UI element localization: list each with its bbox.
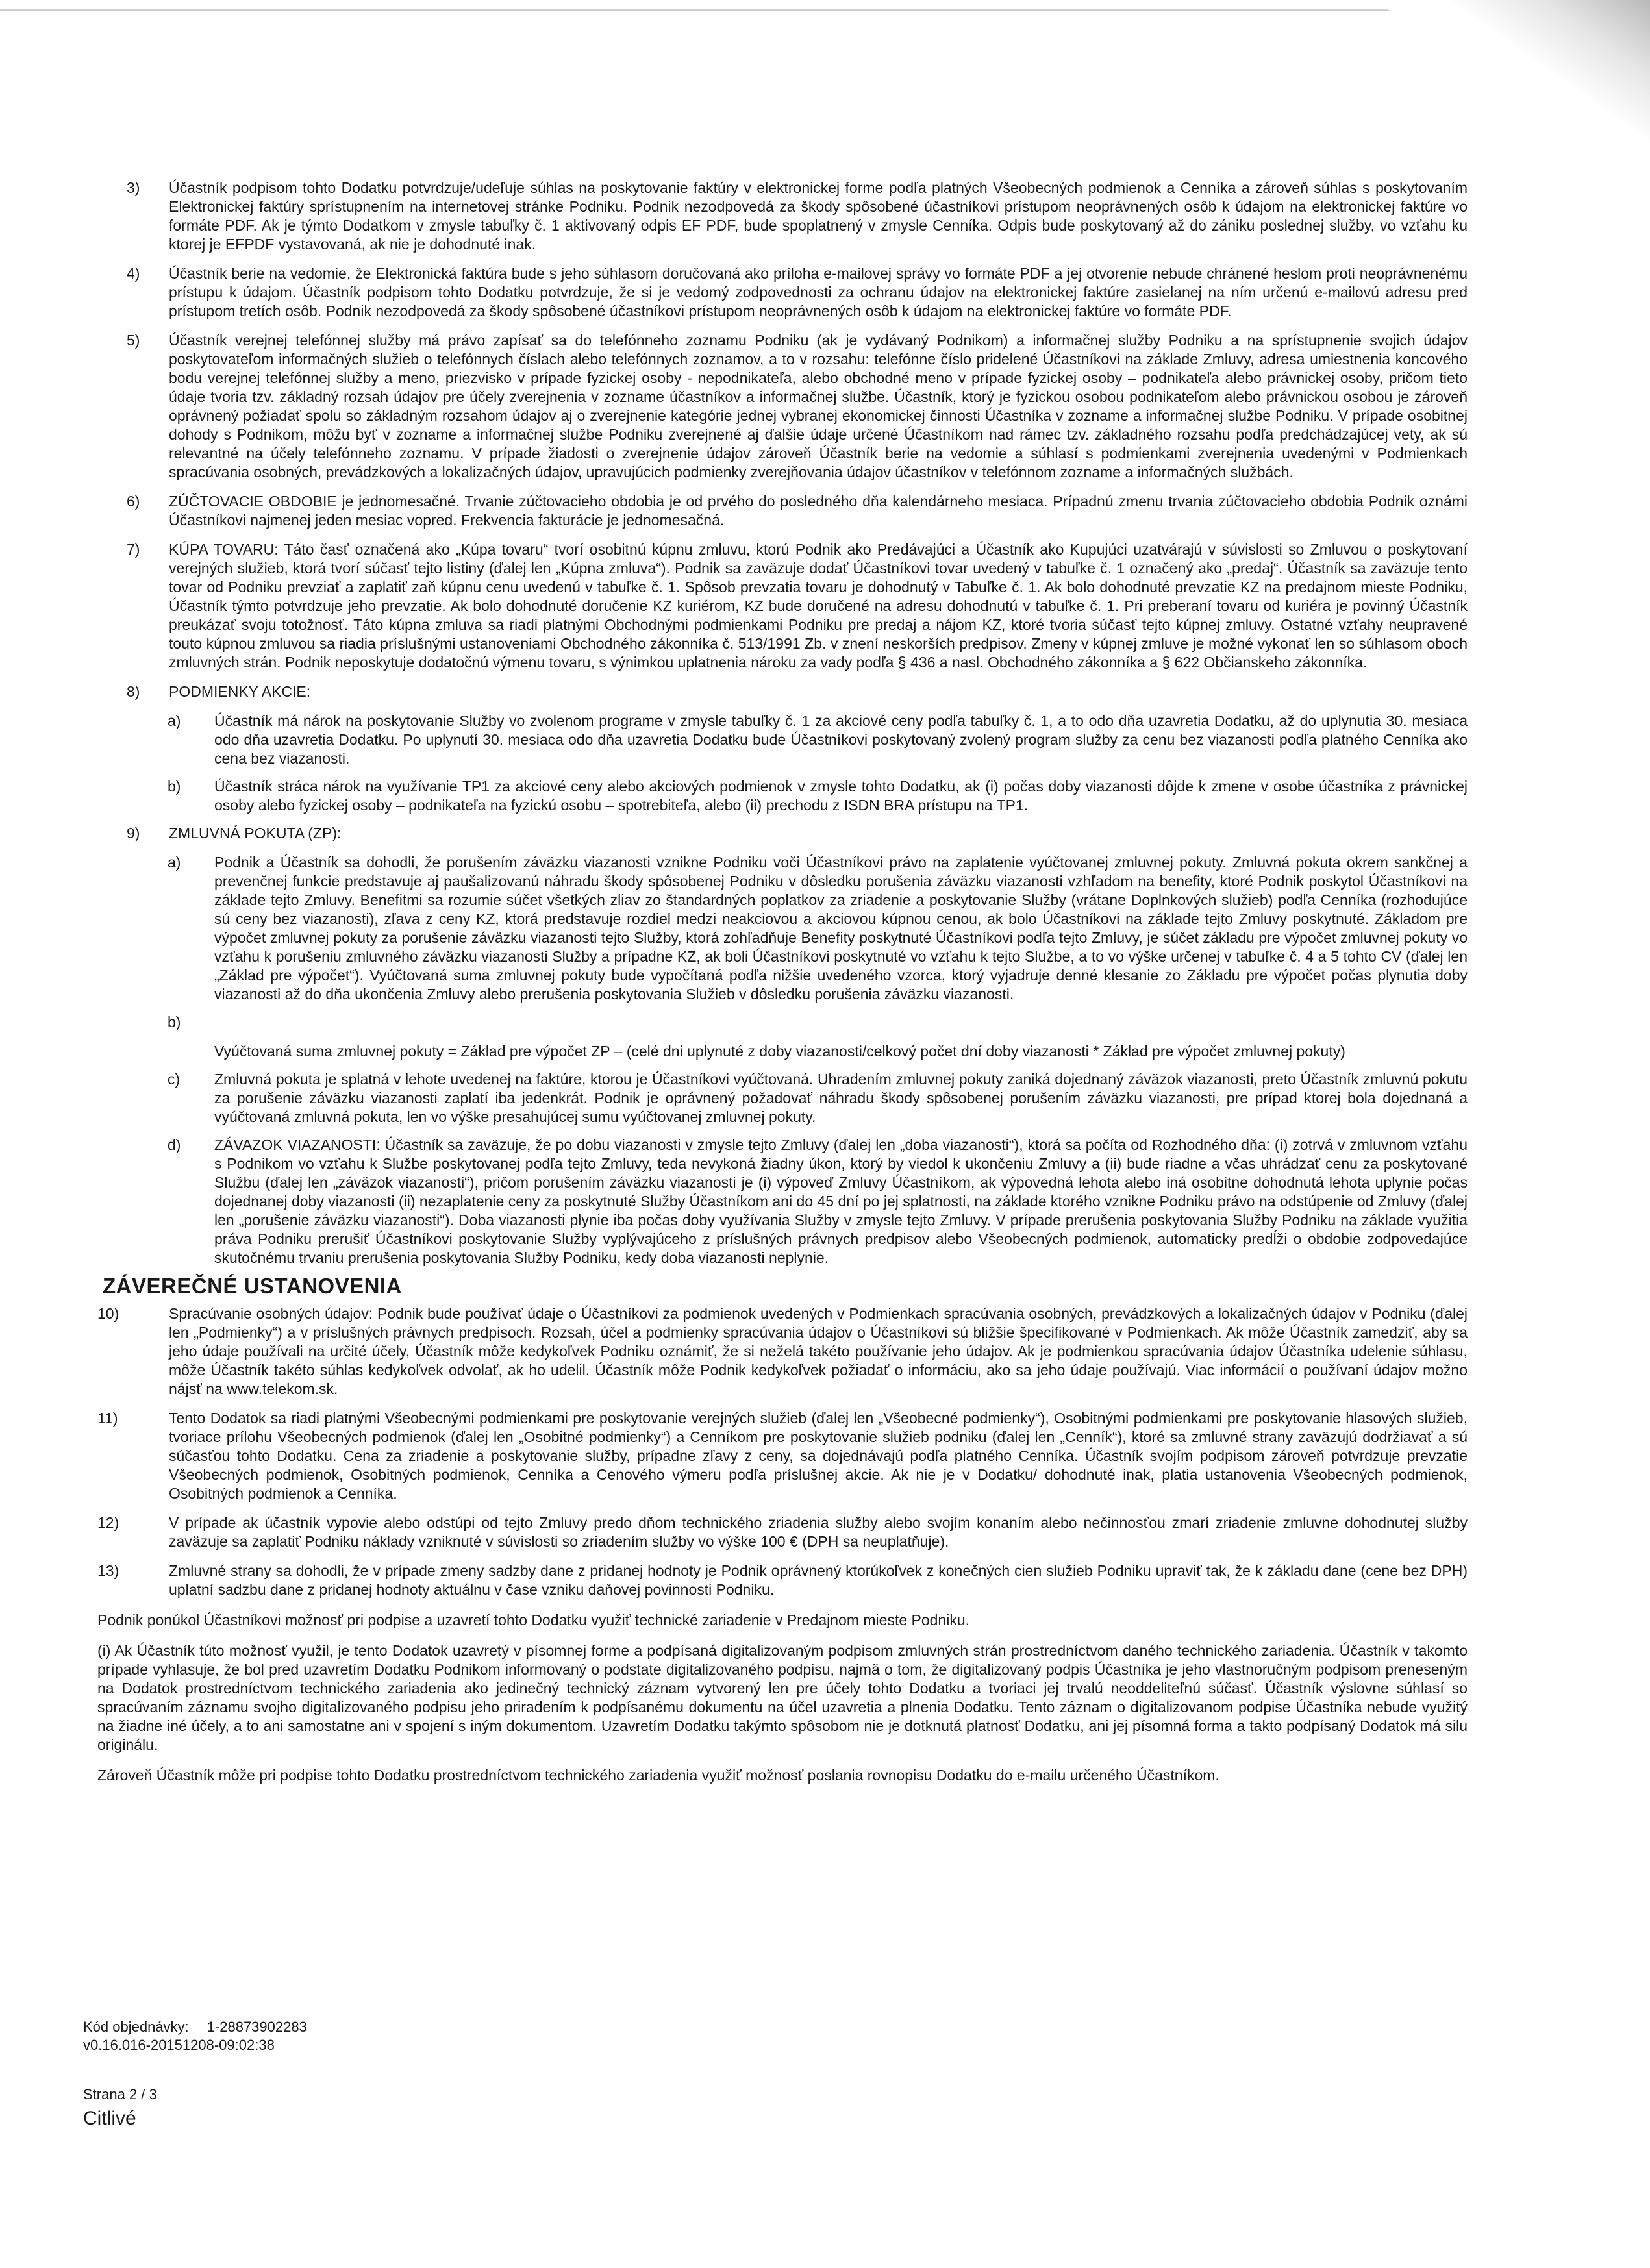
clause-4	[97, 264, 1468, 321]
subclause-label: b)	[168, 1014, 181, 1030]
clause-3	[97, 179, 1468, 254]
clause-number: 4)	[127, 265, 140, 282]
subclause-label: b)	[168, 778, 181, 795]
order-code-value: 1-28873902283	[206, 2019, 307, 2035]
clause-6	[97, 492, 1468, 530]
subclause-9b	[97, 1013, 1468, 1032]
clause-9	[97, 824, 1468, 843]
clause-13	[97, 1562, 1468, 1599]
clause-number: 10)	[97, 1305, 119, 1322]
classification-label: Citlivé	[83, 2108, 136, 2129]
clause-number: 5)	[127, 332, 140, 349]
paragraph-digital-signature: (i) Ak Účastník túto možnosť využil, je tento Dodatok uzavretý v písomnej forme a podpísaná digitalizovaným podpisom zmluvných strán prostredníctvom daného technického zariadenia. Účastník v takomto prípade vyhlasuje, že bol pred uzavretím Dodatku Podnikom informovaný o podstate digitalizovaného podpisu, najmä o tom, že digitalizovaný podpis Účastníka je jeho vlastnoručným podpisom preneseným na Dodatok prostredníctvom technického zariadenia ako jedinečný technický záznam vytvorený len pre účely tohto Dodatku a tvoriaci jej trvalú neoddeliteľnú súčasť. Účastník výslovne súhlasí so spracúvaním záznamu svojho digitalizovaného podpisu jeho priradením k podpísanému dokumentu na účel uzavretia a plnenia Dodatku. Tento záznam o digitalizovanom podpise Účastníka nebude využitý na žiadne iné účely, a to ani samostatne ani v spojení s iným dokumentom. Uzavretím Dodatku takýmto spôsobom nie je dotknutá platnosť Dodatku, ani jej písomná forma a takto podpísaný Dodatok má silu originálu.	[97, 1642, 1468, 1753]
version-string: v0.16.016-20151208-09:02:38	[83, 2037, 275, 2053]
clause-text: Spracúvanie osobných údajov: Podnik bude používať údaje o Účastníkovi za podmienok uvedených v Podmienkach spracúvania osobných, prevádzkových a lokalizačných údajov v Podniku (ďalej len „Podmienky“) a v príslušných právnych predpisoch. Rozsah, účel a podmienky spracúvania údajov o Účastníkovi sú bližšie špecifikované v Podmienkach. Ak môže Účastník zamedziť, aby sa jeho údaje používali na určité účely, Účastník môže kedykoľvek Podniku oznámiť, že si neželá takéto používanie jeho údajov. Ak je podmienkou spracúvania údajov Účastníka udelenie súhlasu, môže Účastník takéto súhlas kedykoľvek odvolať, ak ho udelil. Účastník môže Podnik kedykoľvek požiadať o informáciu, ako sa jeho údaje používajú. Viac informácií o používaní údajov možno nájsť na www.telekom.sk.	[169, 1305, 1468, 1397]
clause-7	[97, 540, 1468, 672]
subclause-label: c)	[168, 1071, 181, 1088]
clause-text: Účastník podpisom tohto Dodatku potvrdzuje/udeľuje súhlas na poskytovanie faktúry v elektronickej forme podľa platných Všeobecných podmienok a Cenníka a zároveň súhlas s poskytovaním Elektronickej faktúry sprístupnením na internetovej stránke Podniku. Podnik nezodpovedá za škody spôsobené účastníkovi prístupom neoprávnených osôb k údajom na elektronickej faktúre vo formáte PDF. Ak je týmto Dodatkom v zmysle tabuľky č. 1 aktivovaný odpis EF PDF, bude spoplatnený v zmysle Cenníka. Odpis bude poskytovaný až do zániku poslednej služby, vo vzťahu ku ktorej je EFPDF vystavovaná, ak nie je dohodnuté inak.	[169, 179, 1468, 253]
clause-number: 3)	[127, 179, 140, 196]
subclause-9c	[97, 1070, 1468, 1127]
clause-text: V prípade ak účastník vypovie alebo odstúpi od tejto Zmluvy predo dňom technického zriadenia služby alebo svojím konaním alebo nečinnosťou zmarí zriadenie zmluvne dohodnutej služby zaväzuje sa zaplatiť Podniku náklady vzniknuté v súvislosti so zriadením služby vo výške 100 € (DPH sa neuplatňuje).	[169, 1514, 1468, 1550]
clause-number: 13)	[97, 1562, 119, 1579]
subclause-label: a)	[168, 712, 181, 729]
clause-text: Tento Dodatok sa riadi platnými Všeobecnými podmienkami pre poskytovanie verejných služieb (ďalej len „Všeobecné podmienky“), Osobitnými podmienkami pre poskytovanie hlasových služieb, tvoriace prílohu Všeobecných podmienok (ďalej len „Osobitné podmienky“) a Cenníkom pre poskytovanie služieb podniku (ďalej len „Cenník“), ktoré sa zmluvné strany zaväzujú dodržiavať a sú súčasťou tohto Dodatku. Cena za zriadenie a poskytovanie služby, prípadne zľavy z ceny, sa dojednávajú podľa platného Cenníka. Účastník svojím podpisom zároveň potvrdzuje prevzatie Všeobecných podmienok, Osobitných podmienok, Cenníka a Cenového výmeru podľa príslušnej akcie. Ak nie je v Dodatku/ dohodnuté inak, platia ustanovenia Všeobecných podmienok, Osobitných podmienok a Cenníka.	[169, 1410, 1468, 1502]
section-title-final-provisions: ZÁVEREČNÉ USTANOVENIA	[103, 1274, 402, 1298]
clause-text: Účastník berie na vedomie, že Elektronická faktúra bude s jeho súhlasom doručovaná ako príloha e-mailovej správy vo formáte PDF a jej otvorenie nebude chránené heslom proti neoprávnenému prístupu k údajom. Účastník podpisom tohto Dodatku potvrdzuje, že si je vedomý zodpovednosti za ochranu údajov na elektronickej faktúre zasielanej na ním určenú e-mailovú adresu pred prístupom tretích osôb. Podnik nezodpovedá za škody spôsobené účastníkovi prístupom neoprávnených osôb k údajom na elektronickej faktúre vo formáte PDF.	[169, 265, 1468, 319]
clause-number: 9)	[127, 825, 140, 841]
clause-text: ZÚČTOVACIE OBDOBIE je jednomesačné. Trvanie zúčtovacieho obdobia je od prvého do posledného dňa kalendárneho mesiaca. Prípadnú zmenu trvania zúčtovacieho obdobia Podnik oznámi Účastníkovi najmenej jeden mesiac vopred. Frekvencia fakturácie je jednomesačná.	[169, 493, 1468, 529]
document-footer	[83, 2018, 307, 2131]
clause-number: 8)	[127, 683, 140, 700]
clause-title: ZMLUVNÁ POKUTA (ZP):	[169, 825, 342, 841]
subclause-9d	[97, 1136, 1468, 1267]
subclause-text: Účastník stráca nárok na využívanie TP1 za akciové ceny alebo akciových podmienok v zmysle tohto Dodatku, ak (i) počas doby viazanosti dôjde k zmene v osobe účastníka z právnickej osoby alebo fyzickej osoby – podnikateľa na fyzickú osobu – spotrebiteľa, alebo (ii) prechodu z ISDN BRA prístupu na TP1.	[214, 778, 1468, 814]
clause-title: PODMIENKY AKCIE:	[169, 683, 311, 700]
clause-number: 6)	[127, 493, 140, 510]
order-code-row	[83, 2018, 307, 2036]
subclause-text: ZÁVAZOK VIAZANOSTI: Účastník sa zaväzuje, že po dobu viazanosti v zmysle tejto Zmluvy (ďalej len „doba viazanosti“), ktorá sa počíta od Rozhodného dňa: (i) zotrvá v zmluvnom vzťahu s Podnikom vo vzťahu k Službe poskytovanej podľa tejto Zmluvy, teda nevykoná žiadny úkon, ktorý by viedol k ukončeniu Zmluvy a (ii) bude riadne a včas uhrádzať cenu za poskytované Službu (ďalej len „záväzok viazanosti“), pričom porušením záväzku viazanosti je (i) výpoveď Zmluvy Účastníkom, ak výpovedná lehota alebo iná osobitne dohodnutá lehota uplynie počas dojednanej doby viazanosti (ii) nezaplatenie ceny za poskytnuté Služby Účastníkom ani do 45 dní po jej splatnosti, na základe ktorého vznikne Podniku právo na odstúpenie od Zmluvy (ďalej len „porušenie záväzku viazanosti“). Doba viazanosti plynie iba počas doby využívania Služby v zmysle tejto Zmluvy. V prípade prerušenia poskytovania Služby Podniku na základe využitia práva Podniku prerušiť Účastníkovi poskytovanie Služby vyplývajúceho z príslušných právnych predpisov alebo Všeobecných podmienok, automaticky predĺži o obdobie zodpovedajúce skutočnému trvaniu prerušenia poskytovania Služby Podniku, kedy doba viazanosti neplynie.	[214, 1136, 1468, 1266]
clause-8	[97, 682, 1468, 701]
clause-10	[97, 1304, 1468, 1399]
subclause-8b	[97, 777, 1468, 815]
clause-11	[97, 1409, 1468, 1503]
clause-text: KÚPA TOVARU: Táto časť označená ako „Kúpa tovaru“ tvorí osobitnú kúpnu zmluvu, ktorú Podnik ako Predávajúci a Účastník ako Kupujúci uzatvárajú v súvislosti so Zmluvou o poskytovaní verejných služieb, ktorá tvorí súčasť tejto listiny (ďalej len „Kúpna zmluva“). Podnik sa zaväzuje dodať Účastníkovi tovar uvedený v tabuľke č. 1 označený ako „predaj“. Účastník sa zaväzuje tento tovar od Podniku prevziať a zaplatiť zaň kúpnu cenu uvedenú v tabuľke č. 1. Spôsob prevzatia tovaru je dohodnutý v Tabuľke č. 1. Ak bolo dohodnuté prevzatie KZ na predajnom mieste Podniku, Účastník týmto potvrdzuje jeho prevzatie. Ak bolo dohodnuté doručenie KZ kuriérom, KZ bude doručené na adresu dohodnutú v tabuľke č. 1. Pri preberaní tovaru od kuriéra je povinný Účastník preukázať svoju totožnosť. Táto kúpna zmluva sa riadi platnými Obchodnými podmienkami Podniku pre predaj a nájom KZ, ktoré tvoria súčasť tejto kúpnej zmluvy. Ostatné vzťahy neupravené touto kúpnou zmluvou sa riadia príslušnými ustanoveniami Obchodného zákonníka č. 513/1991 Zb. v znení neskorších predpisov. Zmeny v kúpnej zmluve je možné vykonať len so súhlasom oboch zmluvných strán. Podnik neposkytuje dodatočnú výmenu tovaru, s výnimkou uplatnenia nároku za vady podľa § 436 a nasl. Obchodného zákonníka a § 622 Občianskeho zákonníka.	[169, 541, 1468, 671]
subclause-text: Podnik a Účastník sa dohodli, že porušením záväzku viazanosti vznikne Podniku voči Účastníkovi právo na zaplatenie vyúčtovanej zmluvnej pokuty. Zmluvná pokuta okrem sankčnej a prevenčnej funkcie predstavuje aj paušalizovanú náhradu škody spôsobenej Podniku v dôsledku porušenia záväzku viazanosti vzhľadom na benefity, ktoré Podnik poskytol Účastníkovi na základe tejto Zmluvy. Benefitmi sa rozumie súčet všetkých zliav zo štandardných poplatkov za zriadenie a poskytovanie Služby (vrátane Doplnkových služieb) podľa Cenníka (rozhodujúce sú ceny bez viazanosti), zľava z ceny KZ, ktorá predstavuje rozdiel medzi neakciovou a akciovou kúpnou cenou, ak bolo Účastníkovi na základe tejto Zmluvy poskytnuté. Základom pre výpočet zmluvnej pokuty za porušenie záväzku viazanosti tejto Služby, ktorá zohľadňuje Benefity poskytnuté Účastníkovi podľa tejto Zmluvy, je súčet základu pre výpočet zmluvnej pokuty vo vzťahu k porušeniu zmluvného záväzku viazanosti Služby a prípadne KZ, ak boli Účastníkovi poskytnuté vo vzťahu k tejto Službe, a to vo výške určenej v tabuľke č. 4 a 5 tohto CV (ďalej len „Základ pre výpočet“). Vyúčtovaná suma zmluvnej pokuty bude vypočítaná podľa nižšie uvedeného vzorca, ktorý vyjadruje denné klesanie zo Základu pre výpočet počas plynutia doby viazanosti až do dňa ukončenia Zmluvy alebo prerušenia poskytovania Služieb v dôsledku porušenia záväzku viazanosti.	[214, 854, 1468, 1003]
subclause-label: d)	[168, 1136, 181, 1153]
subclause-label: a)	[168, 854, 181, 871]
page-number: Strana 2 / 3	[83, 2086, 157, 2102]
clause-number: 11)	[97, 1410, 118, 1427]
subclause-8a	[97, 712, 1468, 768]
footer-spacer	[83, 2054, 307, 2086]
subclause-text: Účastník má nárok na poskytovanie Služby vo zvolenom programe v zmysle tabuľky č. 1 za akciové ceny podľa tabuľky č. 1, a to odo dňa uzavretia Dodatku, až do uplynutia 30. mesiaca odo dňa uzavretia Dodatku. Po uplynutí 30. mesiaca odo dňa uzavretia Dodatku bude Účastníkovi poskytovaný zvolený program služby za cenu bez viazanosti podľa platného Cenníka ako cena bez viazanosti.	[214, 712, 1468, 767]
clause-number: 7)	[127, 541, 140, 558]
clause-text: Účastník verejnej telefónnej služby má právo zapísať sa do telefónneho zoznamu Podniku (ak je vydávaný Podnikom) a informačnej služby Podniku a na sprístupnenie svojich údajov poskytovateľom informačných služieb o telefónnych číslach alebo telefónnych zoznamov, a to v rozsahu: telefónne číslo pridelené Účastníkovi na základe Zmluvy, adresa umiestnenia koncového bodu verejnej telefónnej služby a meno, priezvisko v prípade fyzickej osoby - nepodnikateľa, alebo obchodné meno v prípade fyzickej osoby – podnikateľa alebo právnickej osoby, pričom tieto údaje tvoria tzv. základný rozsah údajov pre účely zverejnenia v zozname účastníkov a informačnej službe. Účastník, ktorý je fyzickou osobou podnikateľom alebo právnickou osobou je zároveň oprávnený požiadať spolu so základným rozsahom údajov aj o zverejnenie kategórie jednej vybranej ekonomickej činnosti Účastníka v zozname a informačnej službe Podniku. V prípade osobitnej dohody s Podnikom, môžu byť v zozname a informačnej službe Podniku zverejnené aj ďalšie údaje určené Účastníkom nad rámec tzv. základného rozsahu podľa predchádzajúcej vety, ak sú relevantné na účely telefónneho zoznamu. V prípade žiadosti o zverejnenie údajov zároveň Účastník berie na vedomie a súhlasí s podmienkami zverejnenia uvedenými v Podmienkach spracúvania osobných, prevádzkových a lokalizačných údajov, upravujúcich podmienky zverejňovania údajov účastníkov v telefónnom zozname a informačných službách.	[169, 332, 1468, 480]
clause-5	[97, 331, 1468, 482]
document-body	[97, 179, 1468, 1797]
clause-text: Zmluvné strany sa dohodli, že v prípade zmeny sadzby dane z pridanej hodnoty je Podnik oprávnený ktorúkoľvek z konečných cien služieb Podniku upraviť tak, že k základu dane (cene bez DPH) uplatní sadzbu dane z pridanej hodnoty aktuálnu v čase vzniku daňovej povinnosti Podniku.	[169, 1562, 1468, 1598]
penalty-formula	[97, 1042, 1468, 1061]
formula-text: Vyúčtovaná suma zmluvnej pokuty = Základ pre výpočet ZP – (celé dni uplynuté z doby viazanosti/celkový počet dní doby viazanosti * Základ pre výpočet zmluvnej pokuty)	[214, 1043, 1345, 1060]
subclause-9a	[97, 853, 1468, 1004]
order-code-label: Kód objednávky:	[83, 2019, 189, 2035]
paragraph-device-offer: Podnik ponúkol Účastníkovi možnosť pri podpise a uzavretí tohto Dodatku využiť technické zariadenie v Predajnom mieste Podniku.	[97, 1612, 970, 1628]
clause-number: 12)	[97, 1514, 119, 1531]
paragraph-email-copy: Zároveň Účastník môže pri podpise tohto Dodatku prostredníctvom technického zariadenia využiť možnosť poslania rovnopisu Dodatku do e-mailu určeného Účastníkom.	[97, 1767, 1219, 1784]
subclause-text: Zmluvná pokuta je splatná v lehote uvedenej na faktúre, ktorou je Účastníkovi vyúčtovaná. Uhradením zmluvnej pokuty zaniká dojednaný záväzok viazanosti, preto Účastník zmluvnú pokutu za porušenie záväzku viazanosti zaplatí iba jedenkrát. Podnik je oprávnený požadovať náhradu škody spôsobenej porušením záväzku viazanosti, pre prípad ktorej bola dojednaná a vyúčtovaná zmluvná pokuta, len vo výške presahujúcej sumu vyúčtovanej zmluvnej pokuty.	[214, 1071, 1468, 1125]
clause-12	[97, 1514, 1468, 1551]
